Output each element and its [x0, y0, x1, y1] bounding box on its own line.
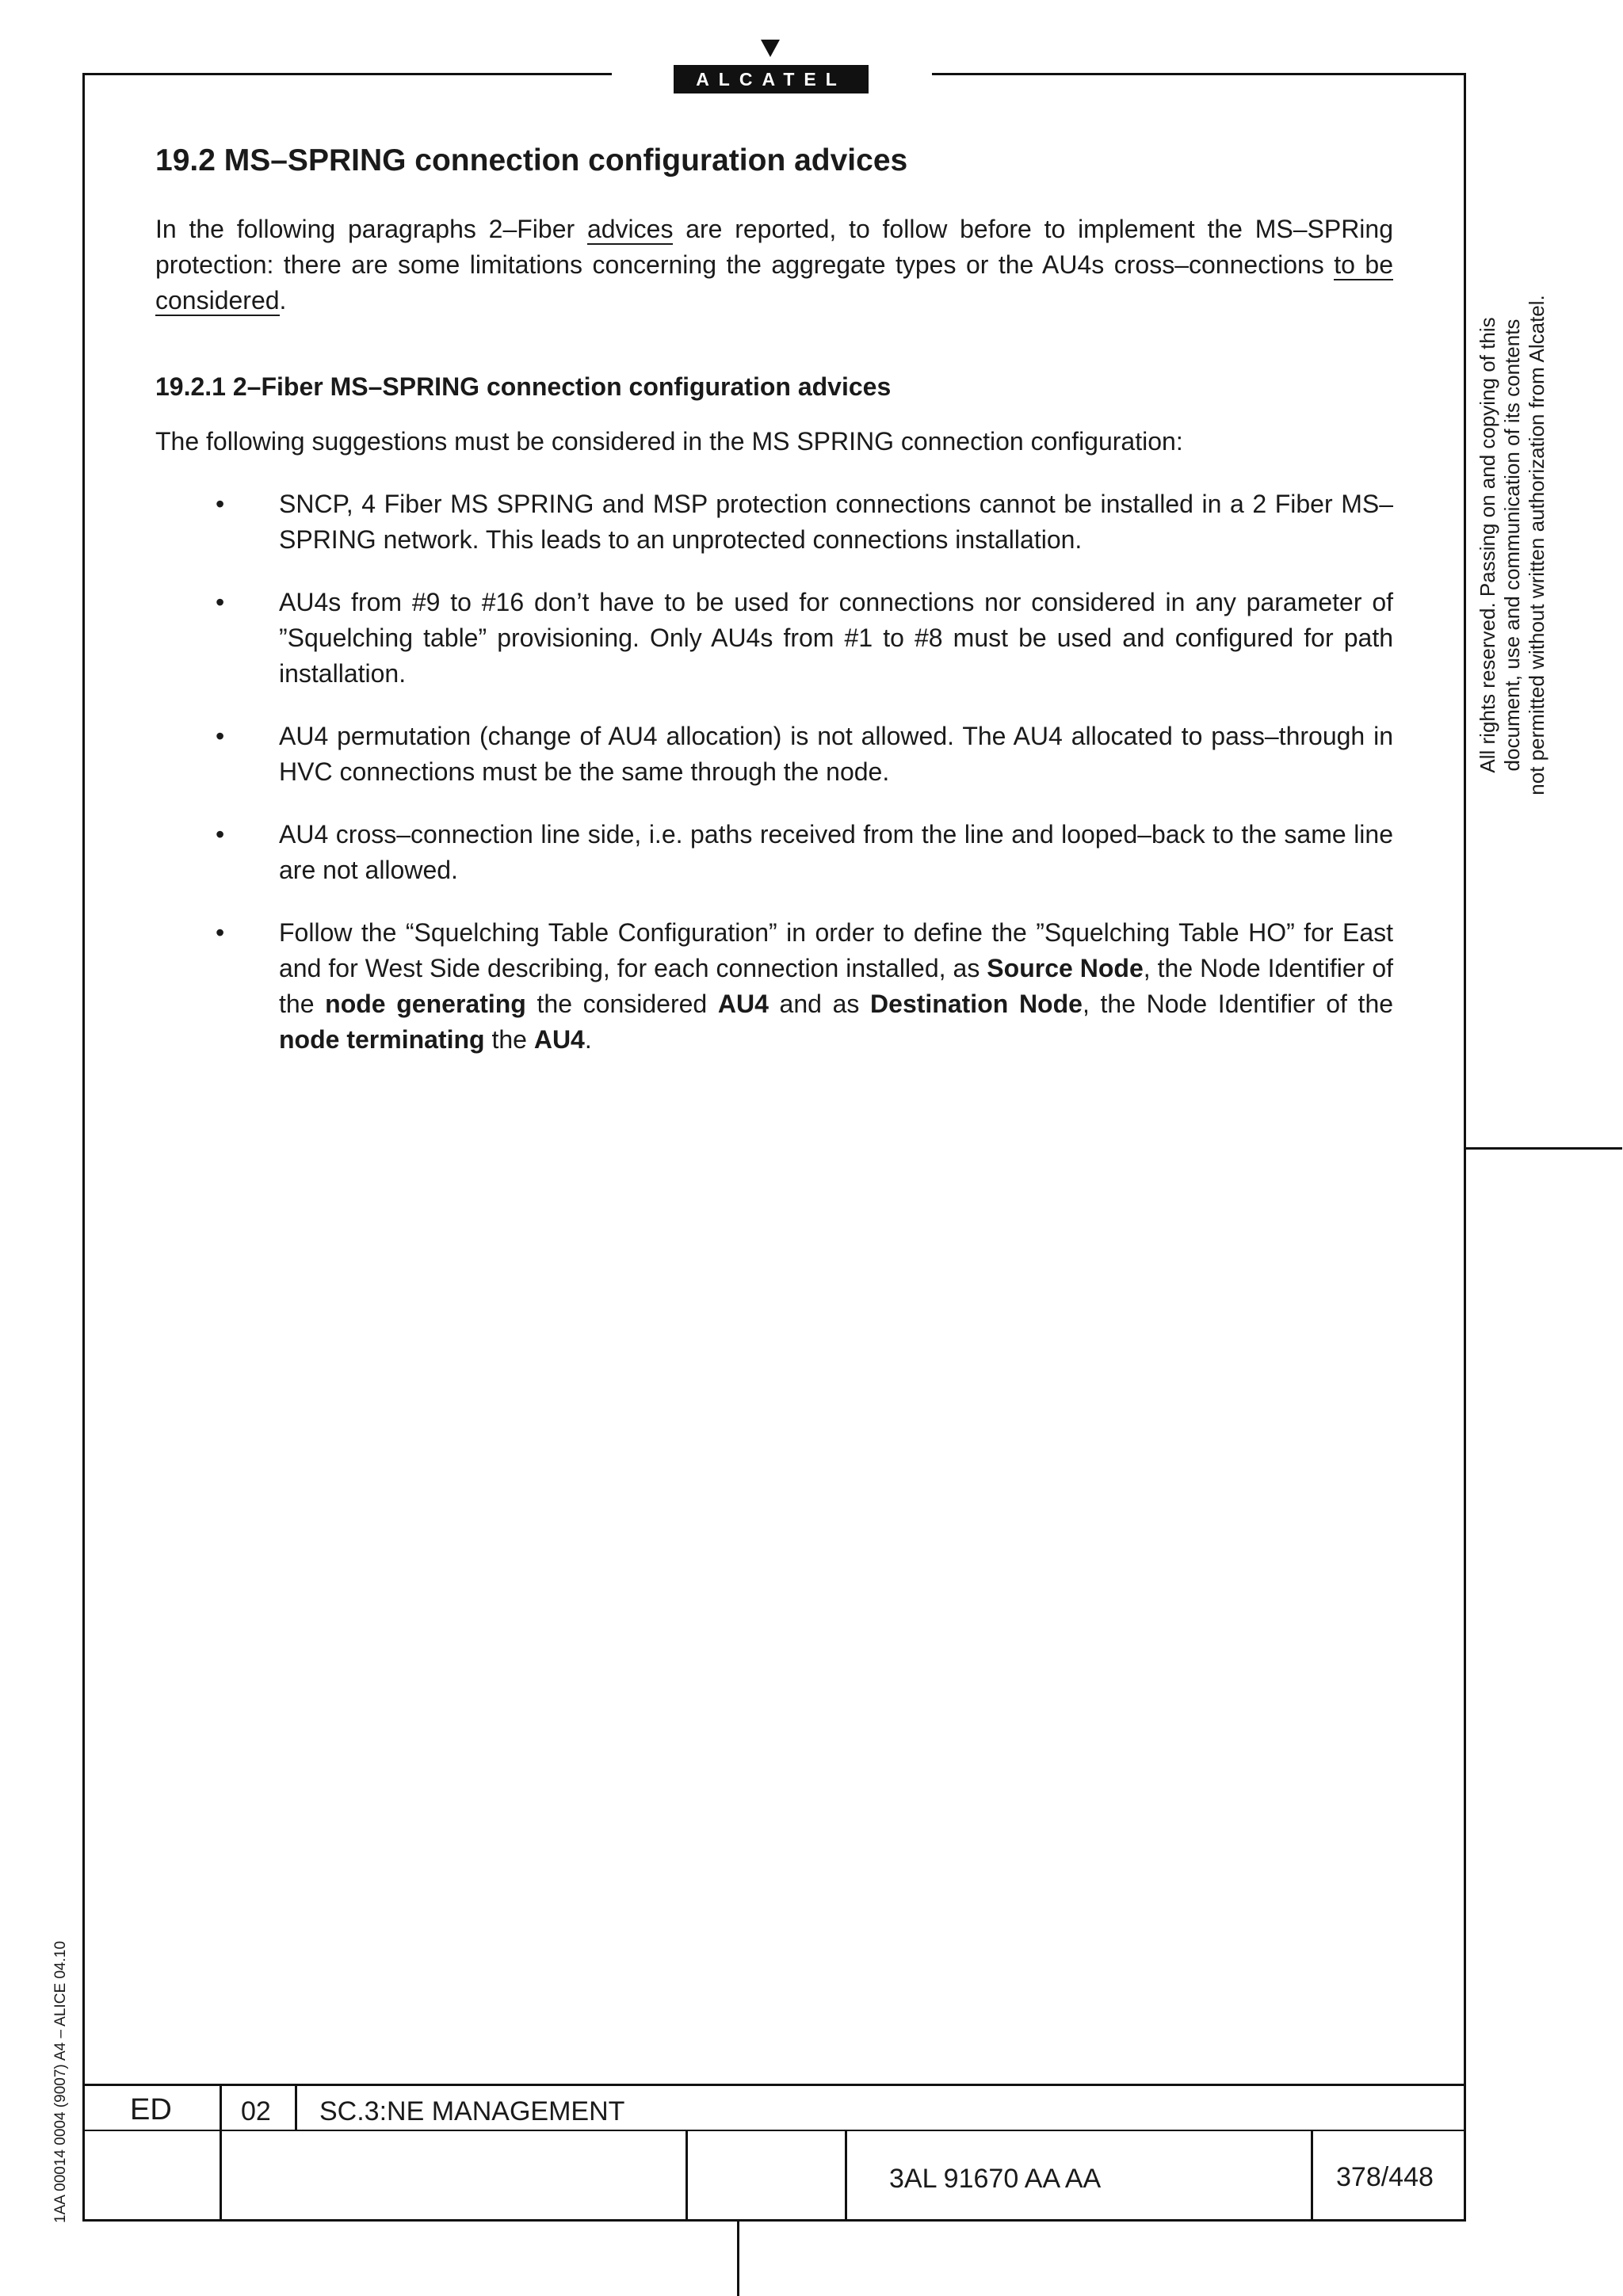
- frame-top-right: [932, 73, 1466, 75]
- frame-side-tick: [1464, 1147, 1622, 1150]
- copyright-line-3: not permitted without written authorization from Alcatel.: [1525, 295, 1549, 795]
- text-run: , the Node Identifier of the: [1082, 990, 1394, 1019]
- footer-doc-number: 3AL 91670 AA AA: [889, 2164, 1102, 2194]
- subsection-lead: The following suggestions must be considered in the MS SPRING connection configuration:: [155, 427, 1183, 456]
- footer-ed-label: ED: [130, 2093, 172, 2126]
- list-item-text: SNCP, 4 Fiber MS SPRING and MSP protection connections cannot be installed in a 2 Fiber MS–SPRING network. This leads to an unprotected connections installation.: [279, 490, 1393, 555]
- frame-bottom-tick: [737, 2219, 739, 2296]
- text-run: the: [484, 1025, 534, 1055]
- text-run: Follow the “Squelching Table Configuration” in order to define the ”Squelching Table HO” for East and for West Side describing, for each connection installed, as: [279, 918, 1393, 983]
- bullet-icon: •: [216, 722, 225, 751]
- frame-top-left: [82, 73, 612, 75]
- text-run: .: [584, 1025, 592, 1055]
- footer-title: SC.3:NE MANAGEMENT: [319, 2096, 625, 2126]
- copyright-note: [1476, 292, 1549, 799]
- copyright-line-1: All rights reserved. Passing on and copying of this: [1476, 317, 1499, 773]
- footer-col-1: [220, 2084, 222, 2221]
- text-run: , the Node Identifier of the: [279, 954, 1393, 1019]
- logo-wordmark: ALCATEL: [674, 65, 869, 93]
- bullet-icon: •: [216, 490, 225, 519]
- bullet-icon: •: [216, 820, 225, 849]
- bold-source-node: Source Node: [987, 954, 1144, 983]
- footer-col-2: [295, 2084, 297, 2131]
- list-item-text: AU4 permutation (change of AU4 allocation) is not allowed. The AU4 allocated to pass–through in HVC connections must be the same through the node.: [279, 722, 1393, 787]
- footer-col-4: [845, 2130, 847, 2221]
- frame-bottom: [82, 2219, 1466, 2222]
- section-intro: [155, 212, 1393, 318]
- advice-list: [155, 486, 1393, 1058]
- bold-destination-node: Destination Node: [870, 990, 1083, 1019]
- footer-ed-value: 02: [241, 2096, 271, 2126]
- footer-col-3: [685, 2130, 688, 2221]
- list-item: [155, 585, 1393, 692]
- section-title: 19.2 MS–SPRING connection configuration advices: [155, 143, 908, 177]
- list-item-text: [279, 918, 1393, 1054]
- bold-au4: AU4: [533, 1025, 585, 1055]
- form-code: 1AA 00014 0004 (9007) A4 – ALICE 04.10: [52, 1940, 69, 2223]
- intro-text-1: In the following paragraphs 2–Fiber: [155, 214, 587, 243]
- frame-left: [82, 73, 85, 2222]
- list-item: [155, 915, 1393, 1058]
- footer-col-5: [1311, 2130, 1313, 2221]
- list-item: [155, 719, 1393, 790]
- text-run: the considered: [525, 990, 718, 1019]
- footer-mid-rule: [82, 2130, 1466, 2131]
- list-item: [155, 486, 1393, 558]
- list-item-text: AU4s from #9 to #16 don’t have to be used for connections nor considered in any parameter of ”Squelching table” provisioning. Only AU4s from #1 to #8 must be used and configured for path installation.: [279, 588, 1393, 688]
- bold-au4: AU4: [717, 990, 769, 1019]
- text-run: and as: [768, 990, 871, 1019]
- logo-triangle-icon: [761, 40, 780, 57]
- intro-text-3: .: [279, 285, 287, 315]
- intro-underlined-considered: to be considered: [155, 250, 1394, 315]
- intro-underlined-advices: advices: [586, 214, 674, 243]
- intro-text-2: are reported, to follow before to implement the MS–SPRing protection: there are some limitations concerning the aggregate types or the AU4s cross–connections: [155, 214, 1394, 279]
- page-content: [155, 143, 1393, 1085]
- list-item-text: AU4 cross–connection line side, i.e. paths received from the line and looped–back to the same line are not allowed.: [279, 820, 1393, 885]
- bold-node-generating: node generating: [325, 990, 526, 1019]
- subsection-title: 19.2.1 2–Fiber MS–SPRING connection configuration advices: [155, 372, 892, 401]
- list-item: [155, 817, 1393, 888]
- bullet-icon: •: [216, 588, 225, 617]
- footer-page-number: 378/448: [1336, 2162, 1434, 2192]
- footer-top-rule: [82, 2084, 1466, 2086]
- alcatel-logo: [674, 40, 869, 95]
- copyright-line-2: document, use and communication of its contents: [1500, 318, 1524, 772]
- bold-node-terminating: node terminating: [279, 1025, 485, 1055]
- bullet-icon: •: [216, 918, 225, 948]
